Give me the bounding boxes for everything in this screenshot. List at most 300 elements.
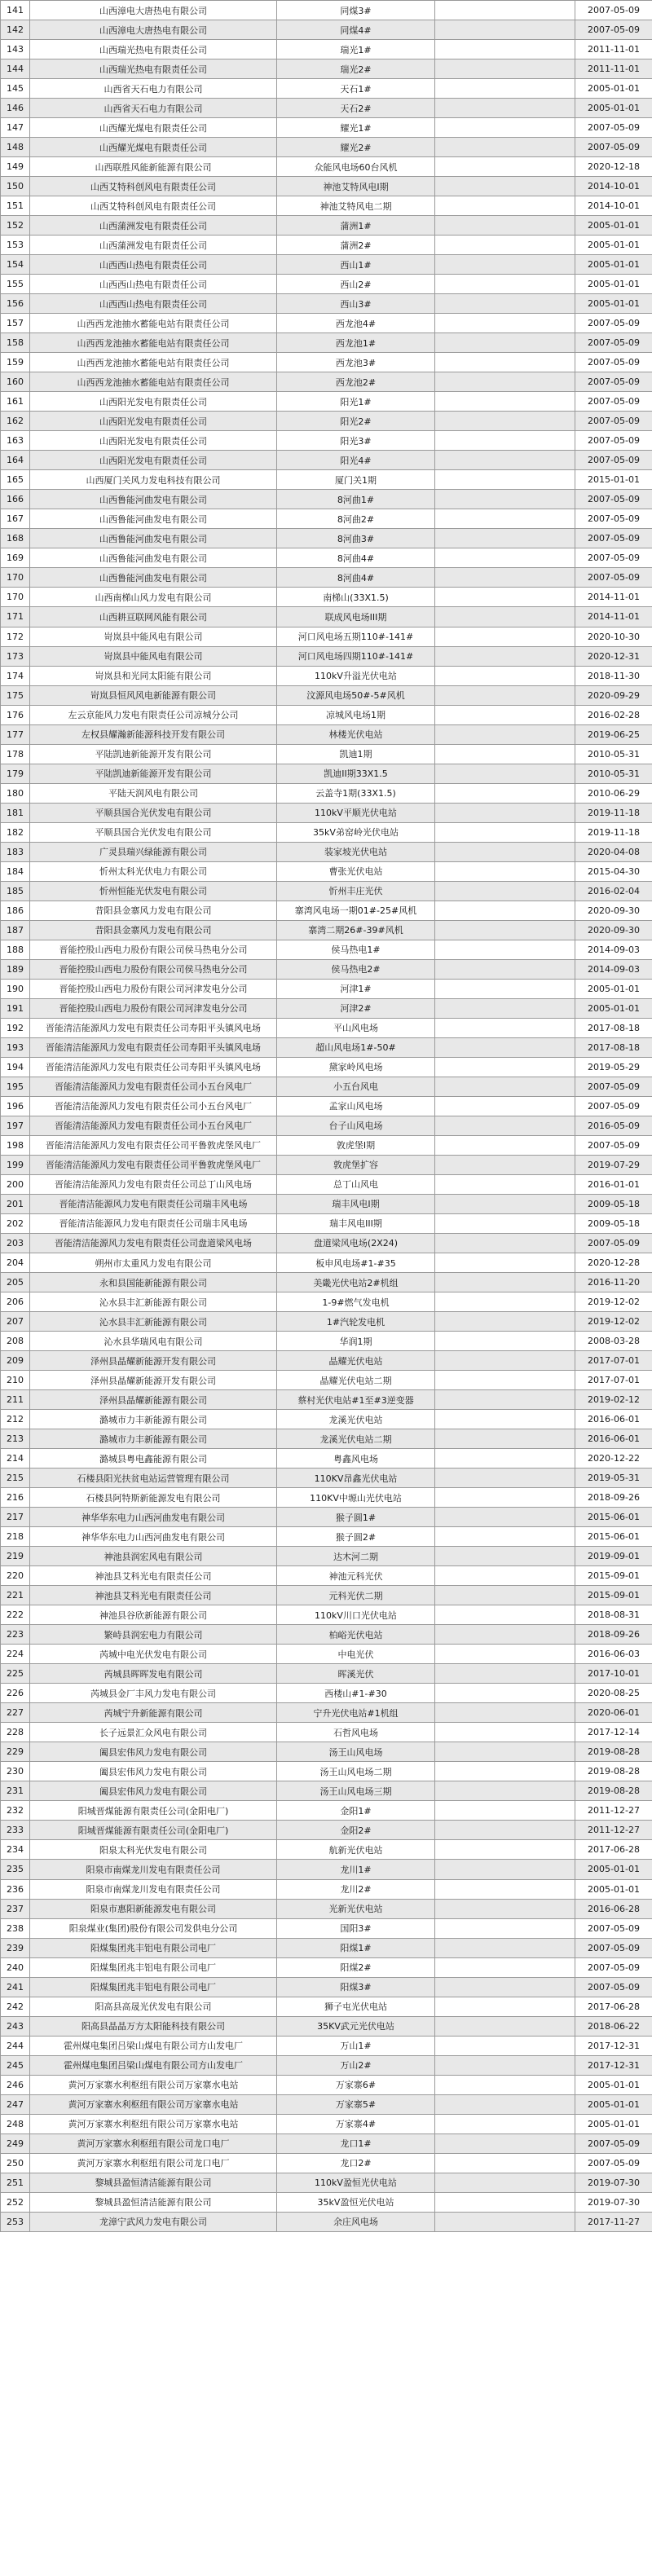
date-cell: 2016-06-01: [575, 1429, 652, 1449]
row-number-cell: 223: [1, 1625, 30, 1645]
unit-name-cell: 金阳1#: [277, 1801, 435, 1821]
row-number-cell: 202: [1, 1213, 30, 1233]
company-name-cell: 芮城县金厂丰风力发电有限公司: [30, 1684, 277, 1703]
blank-cell: [435, 685, 575, 705]
unit-name-cell: 宁升光伏电站#1机组: [277, 1703, 435, 1723]
date-cell: 2020-12-22: [575, 1449, 652, 1469]
table-row: [1, 1742, 652, 1762]
blank-cell: [435, 1547, 575, 1566]
company-name-cell: 阳城晋煤能源有限责任公司(金阳电厂): [30, 1821, 277, 1840]
table-row: [1, 627, 652, 646]
blank-cell: [435, 881, 575, 900]
table-row: [1, 1332, 652, 1351]
blank-cell: [435, 138, 575, 157]
date-cell: 2008-03-28: [575, 1332, 652, 1351]
unit-name-cell: 天石2#: [277, 99, 435, 118]
company-name-cell: 昔阳县金寨风力发电有限公司: [30, 900, 277, 920]
row-number-cell: 245: [1, 2055, 30, 2075]
table-row: [1, 1566, 652, 1586]
unit-name-cell: 万山2#: [277, 2055, 435, 2075]
row-number-cell: 243: [1, 2016, 30, 2036]
blank-cell: [435, 1508, 575, 1527]
date-cell: 2005-01-01: [575, 255, 652, 275]
blank-cell: [435, 1351, 575, 1371]
row-number-cell: 244: [1, 2036, 30, 2055]
date-cell: 2014-10-01: [575, 177, 652, 196]
company-name-cell: 山西阳光发电有限责任公司: [30, 392, 277, 412]
row-number-cell: 170: [1, 568, 30, 588]
unit-name-cell: 柏峪光伏电站: [277, 1625, 435, 1645]
date-cell: 2016-02-04: [575, 881, 652, 900]
blank-cell: [435, 451, 575, 470]
company-name-cell: 山西联胜风能新能源有限公司: [30, 157, 277, 177]
company-name-cell: 山西省天石电力有限公司: [30, 99, 277, 118]
table-row: [1, 138, 652, 157]
unit-name-cell: 小五台风电: [277, 1077, 435, 1096]
unit-name-cell: 耀光2#: [277, 138, 435, 157]
row-number-cell: 233: [1, 1821, 30, 1840]
date-cell: 2015-06-01: [575, 1527, 652, 1547]
blank-cell: [435, 1292, 575, 1312]
company-name-cell: 山西鲁能河曲发电有限公司: [30, 548, 277, 568]
company-name-cell: 芮城宁升新能源有限公司: [30, 1703, 277, 1723]
unit-name-cell: 国阳3#: [277, 1918, 435, 1938]
blank-cell: [435, 1762, 575, 1781]
company-name-cell: 忻州太科光伏电力有限公司: [30, 861, 277, 881]
company-name-cell: 阳泉市惠阳新能源发电有限公司: [30, 1899, 277, 1918]
unit-name-cell: 余庄风电场: [277, 2212, 435, 2231]
table-row: [1, 1781, 652, 1801]
company-name-cell: 沁水县丰汇新能源有限公司: [30, 1292, 277, 1312]
blank-cell: [435, 2133, 575, 2153]
date-cell: 2017-07-01: [575, 1351, 652, 1371]
company-name-cell: 晋能清洁能源风力发电有限责任公司小五台风电厂: [30, 1116, 277, 1135]
company-name-cell: 平陆天润风电有限公司: [30, 783, 277, 803]
blank-cell: [435, 1410, 575, 1429]
row-number-cell: 146: [1, 99, 30, 118]
unit-name-cell: 35KV武元光伏电站: [277, 2016, 435, 2036]
company-name-cell: 繁峙县润宏电力有限公司: [30, 1625, 277, 1645]
table-row: [1, 900, 652, 920]
blank-cell: [435, 196, 575, 216]
blank-cell: [435, 861, 575, 881]
company-name-cell: 忻州恒能光伏发电有限公司: [30, 881, 277, 900]
table-row: [1, 2133, 652, 2153]
table-row: [1, 118, 652, 138]
table-row: [1, 1155, 652, 1174]
table-row: [1, 157, 652, 177]
unit-name-cell: 蒲洲1#: [277, 216, 435, 236]
date-cell: 2015-01-01: [575, 470, 652, 490]
date-cell: 2014-11-01: [575, 588, 652, 607]
row-number-cell: 250: [1, 2153, 30, 2173]
date-cell: 2020-12-28: [575, 1253, 652, 1273]
date-cell: 2005-01-01: [575, 998, 652, 1018]
company-name-cell: 神池县谷欣新能源有限公司: [30, 1605, 277, 1625]
date-cell: 2017-06-28: [575, 1840, 652, 1860]
unit-name-cell: 110kV平顺光伏电站: [277, 803, 435, 822]
blank-cell: [435, 1605, 575, 1625]
blank-cell: [435, 1213, 575, 1233]
row-number-cell: 174: [1, 666, 30, 685]
row-number-cell: 242: [1, 1997, 30, 2016]
company-name-cell: 岢岚县和光同太阳能有限公司: [30, 666, 277, 685]
company-name-cell: 山西艾特科创风电有限责任公司: [30, 177, 277, 196]
row-number-cell: 192: [1, 1018, 30, 1037]
row-number-cell: 222: [1, 1605, 30, 1625]
table-row: [1, 2192, 652, 2212]
row-number-cell: 240: [1, 1957, 30, 1977]
date-cell: 2019-11-18: [575, 803, 652, 822]
blank-cell: [435, 1997, 575, 2016]
blank-cell: [435, 509, 575, 529]
unit-name-cell: 汤王山风电场三期: [277, 1781, 435, 1801]
table-row: [1, 1174, 652, 1194]
row-number-cell: 230: [1, 1762, 30, 1781]
table-row: [1, 1860, 652, 1879]
blank-cell: [435, 1977, 575, 1997]
company-name-cell: 潞城县粤电鑫能源有限公司: [30, 1449, 277, 1469]
date-cell: 2019-08-28: [575, 1762, 652, 1781]
table-row: [1, 588, 652, 607]
company-name-cell: 山西阳光发电有限责任公司: [30, 451, 277, 470]
company-name-cell: 黄河万家寨水利枢纽有限公司万家寨水电站: [30, 2094, 277, 2114]
blank-cell: [435, 724, 575, 744]
unit-name-cell: 河津1#: [277, 979, 435, 998]
row-number-cell: 175: [1, 685, 30, 705]
table-row: [1, 1037, 652, 1057]
date-cell: 2019-08-28: [575, 1742, 652, 1762]
row-number-cell: 201: [1, 1194, 30, 1213]
unit-name-cell: 35kV盈恒光伏电站: [277, 2192, 435, 2212]
row-number-cell: 216: [1, 1488, 30, 1508]
row-number-cell: 178: [1, 744, 30, 764]
company-name-cell: 晋能清洁能源风力发电有限责任公司盘道梁风电场: [30, 1233, 277, 1253]
date-cell: 2015-06-01: [575, 1508, 652, 1527]
date-cell: 2020-09-29: [575, 685, 652, 705]
table-row: [1, 1057, 652, 1077]
table-row: [1, 451, 652, 470]
blank-cell: [435, 900, 575, 920]
company-name-cell: 晋能清洁能源风力发电有限责任公司小五台风电厂: [30, 1077, 277, 1096]
table-row: [1, 744, 652, 764]
blank-cell: [435, 412, 575, 431]
blank-cell: [435, 1018, 575, 1037]
table-row: [1, 1371, 652, 1390]
date-cell: 2020-12-31: [575, 646, 652, 666]
blank-cell: [435, 2094, 575, 2114]
company-name-cell: 山西西山热电有限责任公司: [30, 275, 277, 294]
unit-name-cell: 阳煤1#: [277, 1938, 435, 1957]
date-cell: 2017-12-31: [575, 2055, 652, 2075]
unit-name-cell: 猴子圆2#: [277, 1527, 435, 1547]
row-number-cell: 149: [1, 157, 30, 177]
company-name-cell: 左云京能风力发电有限责任公司凉城分公司: [30, 705, 277, 724]
unit-name-cell: 瑞光1#: [277, 40, 435, 59]
date-cell: 2005-01-01: [575, 275, 652, 294]
table-row: [1, 509, 652, 529]
company-name-cell: 长子远景汇众风电有限公司: [30, 1723, 277, 1742]
table-row: [1, 1645, 652, 1664]
table-row: [1, 2036, 652, 2055]
table-row: [1, 1077, 652, 1096]
row-number-cell: 166: [1, 490, 30, 509]
date-cell: 2007-05-09: [575, 412, 652, 431]
unit-name-cell: 阳煤2#: [277, 1957, 435, 1977]
date-cell: 2009-05-18: [575, 1213, 652, 1233]
date-cell: 2018-11-30: [575, 666, 652, 685]
company-name-cell: 平顺县国合光伏发电有限公司: [30, 822, 277, 842]
company-name-cell: 泽州县晶耀新能源有限公司: [30, 1390, 277, 1410]
row-number-cell: 176: [1, 705, 30, 724]
blank-cell: [435, 59, 575, 79]
company-name-cell: 黄河万家寨水利枢纽有限公司万家寨水电站: [30, 2114, 277, 2133]
table-row: [1, 1684, 652, 1703]
date-cell: 2011-11-01: [575, 40, 652, 59]
table-row: [1, 431, 652, 451]
unit-name-cell: 平山风电场: [277, 1018, 435, 1037]
company-name-cell: 山西鲁能河曲发电有限公司: [30, 529, 277, 548]
company-name-cell: 山西耀光煤电有限责任公司: [30, 138, 277, 157]
company-name-cell: 阳煤集团兆丰铝电有限公司电厂: [30, 1957, 277, 1977]
unit-name-cell: 110KV昂鑫光伏电站: [277, 1469, 435, 1488]
date-cell: 2005-01-01: [575, 1860, 652, 1879]
date-cell: 2007-05-09: [575, 1096, 652, 1116]
date-cell: 2014-09-03: [575, 959, 652, 979]
table-row: [1, 216, 652, 236]
company-name-cell: 晋能控股山西电力股份有限公司河津发电分公司: [30, 998, 277, 1018]
table-row: [1, 40, 652, 59]
company-name-cell: 阳泉市南煤龙川发电有限责任公司: [30, 1860, 277, 1879]
unit-name-cell: 龙川2#: [277, 1879, 435, 1899]
unit-name-cell: 河津2#: [277, 998, 435, 1018]
date-cell: 2007-05-09: [575, 1977, 652, 1997]
table-row: [1, 1977, 652, 1997]
blank-cell: [435, 1449, 575, 1469]
blank-cell: [435, 79, 575, 99]
date-cell: 2017-07-01: [575, 1371, 652, 1390]
company-name-cell: 神池县艾科光电有限责任公司: [30, 1566, 277, 1586]
row-number-cell: 247: [1, 2094, 30, 2114]
date-cell: 2007-05-09: [575, 118, 652, 138]
blank-cell: [435, 1801, 575, 1821]
row-number-cell: 186: [1, 900, 30, 920]
date-cell: 2005-01-01: [575, 79, 652, 99]
row-number-cell: 179: [1, 764, 30, 783]
date-cell: 2010-05-31: [575, 744, 652, 764]
table-row: [1, 1390, 652, 1410]
row-number-cell: 158: [1, 333, 30, 353]
date-cell: 2007-05-09: [575, 372, 652, 392]
blank-cell: [435, 1566, 575, 1586]
company-name-cell: 山西西龙池抽水蓄能电站有限责任公司: [30, 372, 277, 392]
company-name-cell: 晋能清洁能源风力发电有限责任公司寿阳平头镇风电场: [30, 1037, 277, 1057]
blank-cell: [435, 1957, 575, 1977]
date-cell: 2007-05-09: [575, 1957, 652, 1977]
company-name-cell: 昔阳县金寨风力发电有限公司: [30, 920, 277, 940]
company-name-cell: 黎城县盈恒清洁能源有限公司: [30, 2192, 277, 2212]
company-name-cell: 霍州煤电集团吕梁山煤电有限公司方山发电厂: [30, 2055, 277, 2075]
date-cell: 2020-10-30: [575, 627, 652, 646]
row-number-cell: 237: [1, 1899, 30, 1918]
company-name-cell: 山西蒲洲发电有限责任公司: [30, 216, 277, 236]
unit-name-cell: 黛家岭风电场: [277, 1057, 435, 1077]
date-cell: 2005-01-01: [575, 2094, 652, 2114]
unit-name-cell: 汶源风电场50#-5#风机: [277, 685, 435, 705]
blank-cell: [435, 822, 575, 842]
date-cell: 2019-06-25: [575, 724, 652, 744]
unit-name-cell: 狮子屯光伏电站: [277, 1997, 435, 2016]
company-name-cell: 永和县国能新能源有限公司: [30, 1273, 277, 1292]
company-name-cell: 晋能清洁能源风力发电有限责任公司寿阳平头镇风电场: [30, 1018, 277, 1037]
blank-cell: [435, 607, 575, 627]
date-cell: 2007-05-09: [575, 451, 652, 470]
unit-name-cell: 凯迪1期: [277, 744, 435, 764]
company-name-cell: 岢岚县恒风风电新能源有限公司: [30, 685, 277, 705]
date-cell: 2007-05-09: [575, 392, 652, 412]
blank-cell: [435, 2173, 575, 2192]
blank-cell: [435, 1899, 575, 1918]
blank-cell: [435, 118, 575, 138]
date-cell: 2020-06-01: [575, 1703, 652, 1723]
unit-name-cell: 蒲洲2#: [277, 236, 435, 255]
blank-cell: [435, 470, 575, 490]
date-cell: 2019-05-29: [575, 1057, 652, 1077]
unit-name-cell: 110kV升溢光伏电站: [277, 666, 435, 685]
date-cell: 2019-07-30: [575, 2173, 652, 2192]
date-cell: 2020-04-08: [575, 842, 652, 861]
company-name-cell: 阳煤集团兆丰铝电有限公司电厂: [30, 1938, 277, 1957]
unit-name-cell: 侯马热电1#: [277, 940, 435, 959]
table-row: [1, 842, 652, 861]
date-cell: 2020-08-25: [575, 1684, 652, 1703]
unit-name-cell: 中电光伏: [277, 1645, 435, 1664]
row-number-cell: 151: [1, 196, 30, 216]
blank-cell: [435, 1664, 575, 1684]
blank-cell: [435, 1429, 575, 1449]
table-row: [1, 177, 652, 196]
row-number-cell: 167: [1, 509, 30, 529]
table-row: [1, 1469, 652, 1488]
blank-cell: [435, 2192, 575, 2212]
blank-cell: [435, 255, 575, 275]
date-cell: 2007-05-09: [575, 568, 652, 588]
table-row: [1, 1586, 652, 1605]
date-cell: 2007-05-09: [575, 548, 652, 568]
table-row: [1, 2094, 652, 2114]
row-number-cell: 204: [1, 1253, 30, 1273]
date-cell: 2007-05-09: [575, 314, 652, 333]
blank-cell: [435, 1781, 575, 1801]
company-name-cell: 晋能清洁能源风力发电有限责任公司平鲁敦虎堡风电厂: [30, 1135, 277, 1155]
table-row: [1, 99, 652, 118]
row-number-cell: 231: [1, 1781, 30, 1801]
blank-cell: [435, 157, 575, 177]
table-row: [1, 920, 652, 940]
date-cell: 2005-01-01: [575, 236, 652, 255]
company-name-cell: 阳煤集团兆丰铝电有限公司电厂: [30, 1977, 277, 1997]
unit-name-cell: 盘道梁风电场(2X24): [277, 1233, 435, 1253]
blank-cell: [435, 1332, 575, 1351]
unit-name-cell: 耀光1#: [277, 118, 435, 138]
blank-cell: [435, 842, 575, 861]
company-name-cell: 岢岚县中能风电有限公司: [30, 646, 277, 666]
date-cell: 2005-01-01: [575, 2075, 652, 2094]
table-row: [1, 959, 652, 979]
row-number-cell: 181: [1, 803, 30, 822]
unit-name-cell: 装家坡光伏电站: [277, 842, 435, 861]
row-number-cell: 218: [1, 1527, 30, 1547]
blank-cell: [435, 1116, 575, 1135]
blank-cell: [435, 2114, 575, 2133]
row-number-cell: 217: [1, 1508, 30, 1527]
table-row: [1, 392, 652, 412]
table-row: [1, 1429, 652, 1449]
table-row: [1, 764, 652, 783]
table-row: [1, 1273, 652, 1292]
row-number-cell: 188: [1, 940, 30, 959]
row-number-cell: 182: [1, 822, 30, 842]
date-cell: 2018-09-26: [575, 1488, 652, 1508]
unit-name-cell: 林楼光伏电站: [277, 724, 435, 744]
table-body: [1, 1, 652, 2232]
table-row: [1, 1957, 652, 1977]
row-number-cell: 148: [1, 138, 30, 157]
company-name-cell: 阖县宏伟风力发电有限公司: [30, 1781, 277, 1801]
company-name-cell: 晋能清洁能源风力发电有限责任公司瑞丰风电场: [30, 1194, 277, 1213]
blank-cell: [435, 666, 575, 685]
blank-cell: [435, 490, 575, 509]
company-name-cell: 平陆凯迪新能源开发有限公司: [30, 744, 277, 764]
unit-name-cell: 阳煤3#: [277, 1977, 435, 1997]
unit-name-cell: 河口风电场四期110#-141#: [277, 646, 435, 666]
blank-cell: [435, 568, 575, 588]
unit-name-cell: 晖溪光伏: [277, 1664, 435, 1684]
table-row: [1, 1233, 652, 1253]
table-row: [1, 1508, 652, 1527]
unit-name-cell: 金阳2#: [277, 1821, 435, 1840]
table-row: [1, 2153, 652, 2173]
company-name-cell: 阳泉太科光伏发电有限公司: [30, 1840, 277, 1860]
table-row: [1, 548, 652, 568]
row-number-cell: 168: [1, 529, 30, 548]
unit-name-cell: 西龙池3#: [277, 353, 435, 372]
row-number-cell: 180: [1, 783, 30, 803]
company-name-cell: 山西鲁能河曲发电有限公司: [30, 509, 277, 529]
company-name-cell: 沁水县华瑞风电有限公司: [30, 1332, 277, 1351]
row-number-cell: 248: [1, 2114, 30, 2133]
company-name-cell: 朔州市太重风力发电有限公司: [30, 1253, 277, 1273]
table-row: [1, 2212, 652, 2231]
date-cell: 2017-08-18: [575, 1018, 652, 1037]
row-number-cell: 143: [1, 40, 30, 59]
row-number-cell: 173: [1, 646, 30, 666]
row-number-cell: 221: [1, 1586, 30, 1605]
unit-name-cell: 瑞丰风电III期: [277, 1213, 435, 1233]
table-row: [1, 1840, 652, 1860]
row-number-cell: 199: [1, 1155, 30, 1174]
row-number-cell: 226: [1, 1684, 30, 1703]
row-number-cell: 191: [1, 998, 30, 1018]
row-number-cell: 157: [1, 314, 30, 333]
table-row: [1, 1938, 652, 1957]
row-number-cell: 228: [1, 1723, 30, 1742]
table-row: [1, 1194, 652, 1213]
blank-cell: [435, 99, 575, 118]
table-row: [1, 2173, 652, 2192]
blank-cell: [435, 1742, 575, 1762]
row-number-cell: 197: [1, 1116, 30, 1135]
